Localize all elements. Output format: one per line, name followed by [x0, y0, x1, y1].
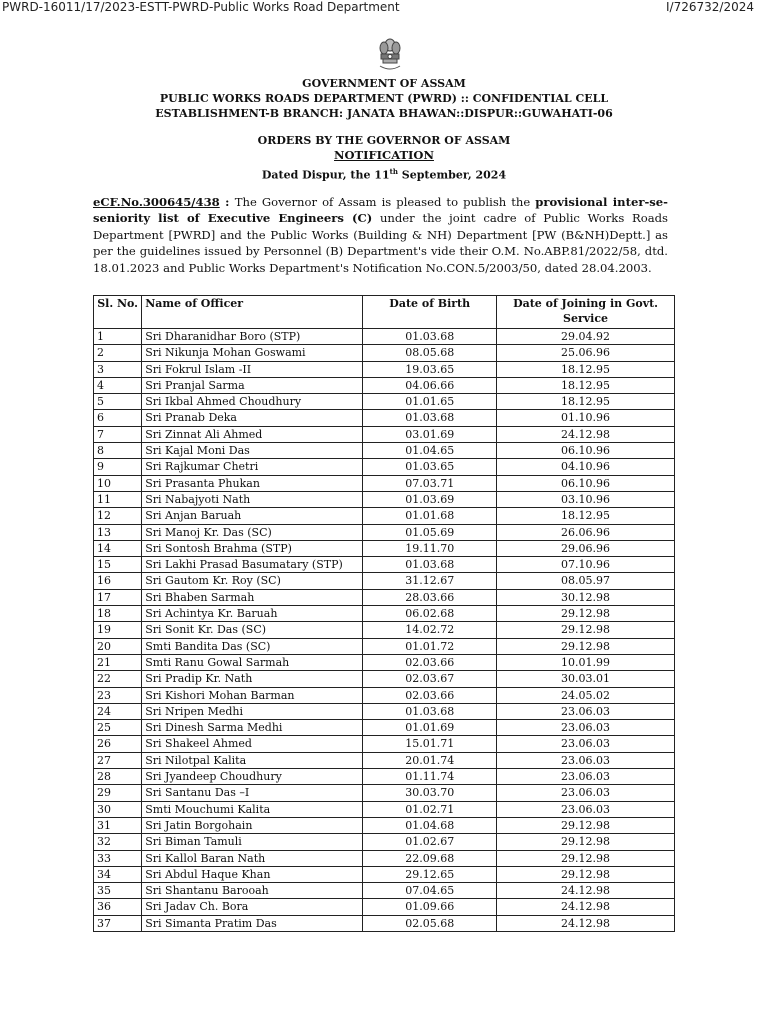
sl-no-cell: 32 — [94, 834, 142, 850]
sl-no-cell: 20 — [94, 638, 142, 654]
officer-name-cell: Sri Pranjal Sarma — [142, 377, 363, 393]
doj-cell: 24.12.98 — [497, 426, 675, 442]
doj-cell: 24.12.98 — [497, 915, 675, 931]
doj-cell: 23.06.03 — [497, 703, 675, 719]
officer-name-cell: Sri Kishori Mohan Barman — [142, 687, 363, 703]
sl-no-cell: 37 — [94, 915, 142, 931]
table-row — [94, 703, 675, 719]
officer-name-cell: Sri Nripen Medhi — [142, 703, 363, 719]
dob-cell: 02.03.67 — [363, 671, 497, 687]
list-title-bold: provisional inter-se-seniority list of Executive Engineers (C) — [93, 195, 668, 226]
file-reference: PWRD-16011/17/2023-ESTT-PWRD-Public Works Road Department — [2, 0, 400, 14]
officer-name-cell: Sri Bhaben Sarmah — [142, 589, 363, 605]
doj-cell: 18.12.95 — [497, 394, 675, 410]
table-row — [94, 573, 675, 589]
officer-name-cell: Sri Achintya Kr. Baruah — [142, 606, 363, 622]
officer-name-cell: Sri Rajkumar Chetri — [142, 459, 363, 475]
dob-cell: 01.03.65 — [363, 459, 497, 475]
officer-name-cell: Sri Lakhi Prasad Basumatary (STP) — [142, 557, 363, 573]
dob-cell: 29.12.65 — [363, 866, 497, 882]
doj-cell: 06.10.96 — [497, 443, 675, 459]
officer-name-cell: Sri Jatin Borgohain — [142, 817, 363, 833]
sl-no-cell: 22 — [94, 671, 142, 687]
sl-no-cell: 6 — [94, 410, 142, 426]
officer-name-cell: Sri Jyandeep Choudhury — [142, 769, 363, 785]
dob-cell: 01.01.68 — [363, 508, 497, 524]
dob-cell: 01.01.69 — [363, 720, 497, 736]
dob-cell: 28.03.66 — [363, 589, 497, 605]
doj-cell: 23.06.03 — [497, 769, 675, 785]
doj-cell: 30.03.01 — [497, 671, 675, 687]
officer-name-cell: Sri Abdul Haque Khan — [142, 866, 363, 882]
sl-no-cell: 23 — [94, 687, 142, 703]
col-header-doj: Date of Joining in Govt. Service — [497, 296, 675, 329]
officer-name-cell: Sri Shakeel Ahmed — [142, 736, 363, 752]
doj-cell: 29.12.98 — [497, 850, 675, 866]
officer-name-cell: Sri Nilotpal Kalita — [142, 752, 363, 768]
doj-cell: 07.10.96 — [497, 557, 675, 573]
sl-no-cell: 18 — [94, 606, 142, 622]
dob-cell: 01.11.74 — [363, 769, 497, 785]
doj-cell: 03.10.96 — [497, 491, 675, 507]
table-row — [94, 524, 675, 540]
doj-cell: 23.06.03 — [497, 736, 675, 752]
table-row — [94, 377, 675, 393]
dob-cell: 01.01.65 — [363, 394, 497, 410]
table-row — [94, 720, 675, 736]
sl-no-cell: 36 — [94, 899, 142, 915]
dob-cell: 01.03.68 — [363, 703, 497, 719]
table-row — [94, 671, 675, 687]
table-header-row — [94, 296, 675, 329]
doj-cell: 29.12.98 — [497, 817, 675, 833]
table-row — [94, 785, 675, 801]
table-row — [94, 801, 675, 817]
doj-cell: 29.06.96 — [497, 540, 675, 556]
table-row — [94, 883, 675, 899]
doj-cell: 29.12.98 — [497, 622, 675, 638]
dob-cell: 14.02.72 — [363, 622, 497, 638]
doj-cell: 25.06.96 — [497, 345, 675, 361]
sl-no-cell: 14 — [94, 540, 142, 556]
dob-cell: 07.04.65 — [363, 883, 497, 899]
doj-cell: 18.12.95 — [497, 377, 675, 393]
officer-name-cell: Sri Sonit Kr. Das (SC) — [142, 622, 363, 638]
doj-cell: 29.04.92 — [497, 329, 675, 345]
sl-no-cell: 12 — [94, 508, 142, 524]
dob-cell: 19.11.70 — [363, 540, 497, 556]
doj-cell: 29.12.98 — [497, 638, 675, 654]
sl-no-cell: 17 — [94, 589, 142, 605]
table-row — [94, 410, 675, 426]
dob-cell: 01.02.71 — [363, 801, 497, 817]
sl-no-cell: 27 — [94, 752, 142, 768]
sl-no-cell: 1 — [94, 329, 142, 345]
sl-no-cell: 28 — [94, 769, 142, 785]
dob-cell: 01.09.66 — [363, 899, 497, 915]
dob-cell: 02.03.66 — [363, 654, 497, 670]
ecf-number: eCF.No.300645/438 — [93, 195, 220, 209]
document-reference-bar — [0, 0, 768, 18]
officer-name-cell: Sri Kallol Baran Nath — [142, 850, 363, 866]
officer-name-cell: Sri Dharanidhar Boro (STP) — [142, 329, 363, 345]
officer-name-cell: Sri Pradip Kr. Nath — [142, 671, 363, 687]
doj-cell: 29.12.98 — [497, 866, 675, 882]
dob-cell: 01.03.68 — [363, 329, 497, 345]
dob-cell: 30.03.70 — [363, 785, 497, 801]
dob-cell: 19.03.65 — [363, 361, 497, 377]
dob-cell: 01.01.72 — [363, 638, 497, 654]
sl-no-cell: 8 — [94, 443, 142, 459]
table-row — [94, 622, 675, 638]
table-row — [94, 329, 675, 345]
officer-name-cell: Sri Kajal Moni Das — [142, 443, 363, 459]
doj-cell: 23.06.03 — [497, 801, 675, 817]
officer-name-cell: Sri Santanu Das –I — [142, 785, 363, 801]
dob-cell: 01.03.68 — [363, 557, 497, 573]
doj-cell: 18.12.95 — [497, 361, 675, 377]
officer-name-cell: Sri Anjan Baruah — [142, 508, 363, 524]
dob-cell: 01.04.65 — [363, 443, 497, 459]
sl-no-cell: 11 — [94, 491, 142, 507]
officer-name-cell: Sri Nikunja Mohan Goswami — [142, 345, 363, 361]
dob-cell: 31.12.67 — [363, 573, 497, 589]
table-row — [94, 443, 675, 459]
sl-no-cell: 24 — [94, 703, 142, 719]
dob-cell: 22.09.68 — [363, 850, 497, 866]
table-row — [94, 752, 675, 768]
table-row — [94, 508, 675, 524]
doj-cell: 24.05.02 — [497, 687, 675, 703]
doj-cell: 01.10.96 — [497, 410, 675, 426]
sl-no-cell: 16 — [94, 573, 142, 589]
officer-name-cell: Sri Prasanta Phukan — [142, 475, 363, 491]
table-row — [94, 769, 675, 785]
sl-no-cell: 15 — [94, 557, 142, 573]
sl-no-cell: 25 — [94, 720, 142, 736]
col-header-dob: Date of Birth — [363, 296, 497, 329]
doj-cell: 18.12.95 — [497, 508, 675, 524]
officer-name-cell: Sri Ikbal Ahmed Choudhury — [142, 394, 363, 410]
dob-cell: 20.01.74 — [363, 752, 497, 768]
doj-cell: 08.05.97 — [497, 573, 675, 589]
table-row — [94, 687, 675, 703]
officer-name-cell: Sri Pranab Deka — [142, 410, 363, 426]
sl-no-cell: 29 — [94, 785, 142, 801]
dob-cell: 01.05.69 — [363, 524, 497, 540]
table-row — [94, 850, 675, 866]
officer-name-cell: Sri Biman Tamuli — [142, 834, 363, 850]
sl-no-cell: 5 — [94, 394, 142, 410]
table-row — [94, 557, 675, 573]
table-row — [94, 654, 675, 670]
officer-name-cell: Sri Nabajyoti Nath — [142, 491, 363, 507]
officer-name-cell: Sri Manoj Kr. Das (SC) — [142, 524, 363, 540]
dob-cell: 08.05.68 — [363, 345, 497, 361]
sl-no-cell: 13 — [94, 524, 142, 540]
officer-name-cell: Smti Mouchumi Kalita — [142, 801, 363, 817]
dob-cell: 01.04.68 — [363, 817, 497, 833]
doj-cell: 29.12.98 — [497, 834, 675, 850]
table-row — [94, 736, 675, 752]
sl-no-cell: 4 — [94, 377, 142, 393]
sl-no-cell: 2 — [94, 345, 142, 361]
sl-no-cell: 7 — [94, 426, 142, 442]
sl-no-cell: 10 — [94, 475, 142, 491]
table-row — [94, 589, 675, 605]
doj-cell: 10.01.99 — [497, 654, 675, 670]
officer-name-cell: Sri Simanta Pratim Das — [142, 915, 363, 931]
table-row — [94, 491, 675, 507]
doj-cell: 24.12.98 — [497, 883, 675, 899]
sl-no-cell: 26 — [94, 736, 142, 752]
doj-cell: 23.06.03 — [497, 752, 675, 768]
state-emblem-icon — [376, 36, 404, 76]
table-row — [94, 817, 675, 833]
officer-name-cell: Sri Shantanu Barooah — [142, 883, 363, 899]
notification-body: eCF.No.300645/438 : The Governor of Assam is pleased to publish the provisional inter-se-seniority list of Executive Engineers (C) under the joint cadre of Public Works Roads Department [PWRD] and the Public Works (Building & NH) Department [PW (B&NH)Deptt.] as per the guidelines issued by Personnel (B) Department's vide their O.M. No.ABP.81/2022/58, dtd. 18.01.2023 and Public Works Department's Notification No.CON.5/2003/50, dated 28.04.2003. — [93, 195, 668, 275]
dob-cell: 01.02.67 — [363, 834, 497, 850]
dob-cell: 07.03.71 — [363, 475, 497, 491]
officer-name-cell: Sri Dinesh Sarma Medhi — [142, 720, 363, 736]
dob-cell: 15.01.71 — [363, 736, 497, 752]
table-row — [94, 540, 675, 556]
doj-cell: 30.12.98 — [497, 589, 675, 605]
table-row — [94, 475, 675, 491]
officer-name-cell: Sri Zinnat Ali Ahmed — [142, 426, 363, 442]
sl-no-cell: 3 — [94, 361, 142, 377]
officer-name-cell: Sri Fokrul Islam -II — [142, 361, 363, 377]
seniority-table — [93, 295, 675, 932]
table-row — [94, 606, 675, 622]
sl-no-cell: 9 — [94, 459, 142, 475]
officer-name-cell: Sri Jadav Ch. Bora — [142, 899, 363, 915]
table-row — [94, 834, 675, 850]
dob-cell: 03.01.69 — [363, 426, 497, 442]
table-row — [94, 915, 675, 931]
sl-no-cell: 21 — [94, 654, 142, 670]
document-number: I/726732/2024 — [666, 0, 754, 14]
officer-name-cell: Sri Gautom Kr. Roy (SC) — [142, 573, 363, 589]
doj-cell: 26.06.96 — [497, 524, 675, 540]
officer-name-cell: Smti Bandita Das (SC) — [142, 638, 363, 654]
table-row — [94, 899, 675, 915]
sl-no-cell: 34 — [94, 866, 142, 882]
col-header-name: Name of Officer — [142, 296, 363, 329]
dob-cell: 02.05.68 — [363, 915, 497, 931]
table-row — [94, 345, 675, 361]
dob-cell: 06.02.68 — [363, 606, 497, 622]
doj-cell: 23.06.03 — [497, 785, 675, 801]
table-row — [94, 361, 675, 377]
dob-cell: 01.03.69 — [363, 491, 497, 507]
officer-name-cell: Smti Ranu Gowal Sarmah — [142, 654, 363, 670]
table-row — [94, 459, 675, 475]
doj-cell: 29.12.98 — [497, 606, 675, 622]
government-title: GOVERNMENT OF ASSAM — [302, 77, 466, 90]
sl-no-cell: 30 — [94, 801, 142, 817]
sl-no-cell: 19 — [94, 622, 142, 638]
table-row — [94, 866, 675, 882]
doj-cell: 04.10.96 — [497, 459, 675, 475]
doj-cell: 06.10.96 — [497, 475, 675, 491]
sl-no-cell: 31 — [94, 817, 142, 833]
dob-cell: 04.06.66 — [363, 377, 497, 393]
dob-cell: 02.03.66 — [363, 687, 497, 703]
branch-title: ESTABLISHMENT-B BRANCH: JANATA BHAWAN::DISPUR::GUWAHATI-06 — [155, 107, 613, 120]
officer-name-cell: Sri Sontosh Brahma (STP) — [142, 540, 363, 556]
sl-no-cell: 33 — [94, 850, 142, 866]
dated-line: Dated Dispur, the 11th September, 2024 — [261, 167, 507, 182]
dob-cell: 01.03.68 — [363, 410, 497, 426]
table-row — [94, 426, 675, 442]
doj-cell: 24.12.98 — [497, 899, 675, 915]
doj-cell: 23.06.03 — [497, 720, 675, 736]
sl-no-cell: 35 — [94, 883, 142, 899]
col-header-sl-no: Sl. No. — [94, 296, 142, 329]
department-title: PUBLIC WORKS ROADS DEPARTMENT (PWRD) :: CONFIDENTIAL CELL — [159, 92, 609, 105]
orders-heading: ORDERS BY THE GOVERNOR OF ASSAM — [257, 134, 511, 147]
table-row — [94, 638, 675, 654]
notification-heading: NOTIFICATION — [334, 148, 434, 162]
table-row — [94, 394, 675, 410]
